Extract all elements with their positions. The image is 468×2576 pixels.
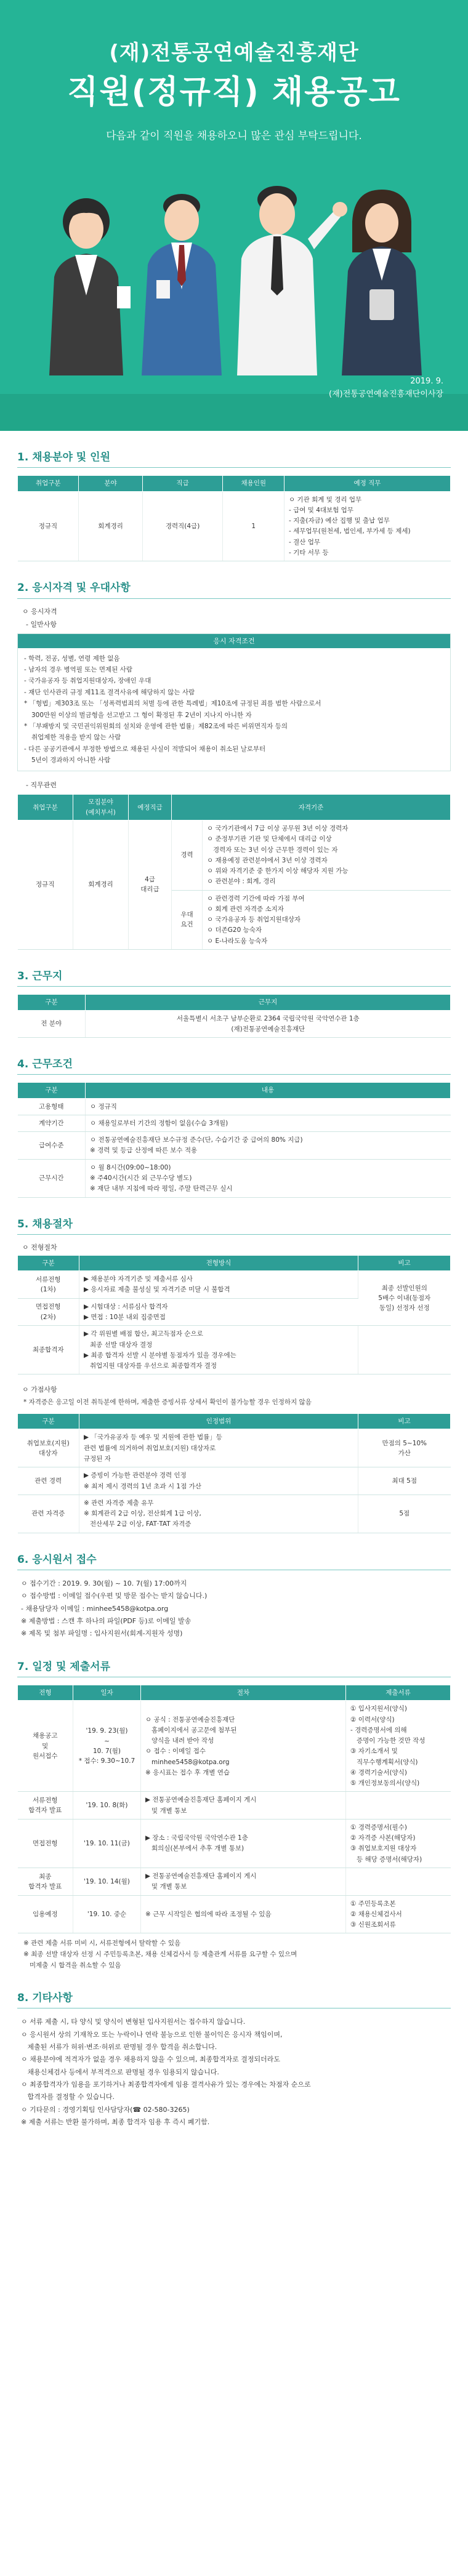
document-line: ③ 자기소개서 및 [350,1747,398,1755]
section-conditions [17,1056,451,1197]
cell-stage: 서류전형 합격자 발표 [18,1792,73,1820]
qualification-box [17,633,451,772]
job-criteria-table [17,794,451,949]
duty-line: - 세무업무(원천세, 법인세, 부가세 등 제세) [289,528,411,536]
address-line: 서울특별시 서초구 남부순환로 2364 국립국악원 국악연수관 1층 [176,1014,360,1022]
misc-line: ㅇ 서류 제출 시, 타 양식 및 양식이 변형된 입사지원서는 접수하지 않습니다. [21,2018,246,2026]
value-line: ※ 재단 내부 지침에 따라 평일, 주말 탄력근무 실시 [90,1185,233,1193]
cell-documents [346,1819,451,1868]
cell-scope [79,1467,358,1495]
cell-count: 1 [223,491,284,561]
section-title: 3. 근무지 [17,968,451,987]
cell-type: 정규직 [18,491,79,561]
document-line: ② 채용신체검사서 [350,1910,402,1918]
document-line: 직무수행계획서(양식) [350,1758,418,1766]
cell-stage: 임용예정 [18,1895,73,1933]
document-line: ① 입사지원서(양식) [350,1705,407,1713]
scope-line: ※ 관련 자격증 제출 유무 [84,1499,154,1507]
cell-note: 최종 선발인원의 5배수 이내(동점자 동일) 선정자 선정 [358,1271,451,1326]
misc-line: 채용신체검사 등에서 부적격으로 판명될 경우 임용되지 않습니다. [21,2068,219,2076]
col-header: 인정범위 [79,1414,358,1429]
qualification-line: - 남자의 경우 병역필 또는 면제된 사람 [24,666,132,674]
col-header: 내용 [86,1083,451,1098]
section-workplace [17,968,451,1038]
cell-stage: 서류전형 (1차) [18,1271,79,1299]
box-body [18,648,450,771]
hero-banner [0,0,468,431]
scope-line: 전산세무 2급 이상, FAT·TAT 자격증 [84,1520,192,1528]
subheading: ㅇ 전형절차 [22,1243,57,1251]
method-line: ▶ 각 위원별 배점 합산, 최고득점자 순으로 [84,1330,203,1338]
person-man-1-icon [142,194,222,375]
cell-category: 취업보호(지원) 대상자 [18,1429,79,1467]
cell-process [141,1701,346,1792]
method-line: 최종 선발 대상자 결정 [84,1341,153,1349]
cell-stage: 면접전형 [18,1819,73,1868]
process-line: 홈페이지에서 공고문에 첨부된 [145,1726,237,1734]
value-line: ㅇ 정규직 [90,1102,117,1110]
cell-key: 계약기간 [18,1115,86,1131]
bonus-table [17,1413,451,1533]
misc-line: 제출된 서류가 허위·변조·허위로 판명될 경우 합격을 취소합니다. [21,2042,217,2051]
subheading: - 직무관련 [26,781,57,790]
address-line: (재)전통공연예술진흥재단 [231,1025,305,1033]
section-qualifications [17,580,451,950]
announcement-date: 2019. 9. [410,377,443,386]
intro-text: 다음과 같이 직원을 채용하오니 많은 관심 부탁드립니다. [106,130,362,142]
misc-line: ※ 제출 서류는 반환 불가하며, 최종 합격자 임용 후 즉시 폐기함. [21,2117,210,2126]
announcement-signer: (재)전통공연예술진흥재단이사장 [329,389,443,399]
misc-line: 합격자를 결정할 수 있습니다. [21,2093,115,2101]
box-title: 응시 자격조건 [18,634,450,648]
duty-line: - 기타 서무 등 [289,548,329,556]
value-line: ※ 경력 및 등급 산정에 따른 보수 적용 [90,1147,198,1155]
col-header: 예정직급 [129,795,172,821]
document-line: ① 주민등록초본 [350,1900,396,1908]
cell-grade: 4급 대리급 [129,821,172,950]
document-line: 증명이 가능한 것만 작성 [350,1737,426,1745]
col-header: 취업구분 [18,795,73,821]
qualification-line: 5년이 경과하지 아니한 사람 [31,756,111,764]
cell-preferences [203,890,451,949]
col-header: 전형방식 [79,1255,358,1270]
col-header: 취업구분 [18,476,79,491]
bonus-note: * 자격증은 응고일 이전 취득분에 한하며, 제출한 증빙서류 상세서 확인이 불가능할 경우 인정하지 않음 [23,1398,312,1406]
section-application [17,1552,451,1640]
cell-scope [79,1495,358,1533]
process-line: ㅇ 접수 : 이메일 접수 [145,1747,206,1755]
preference-line: ㅇ 회계 관련 자격증 소지자 [207,905,284,913]
cell-documents-empty [346,1868,451,1896]
col-header: 구분 [18,1255,79,1270]
process-line: 양식을 내려 받아 작성 [145,1737,214,1745]
scope-line: ※ 최저 제시 경력의 1년 초과 시 1점 가산 [84,1482,201,1490]
cell-process [141,1819,346,1868]
col-header: 비고 [358,1414,451,1429]
cell-duties [284,491,451,561]
document-line: 등 해당 증명서(해당자) [350,1855,422,1863]
procedure-table [17,1255,451,1374]
info-line: ㅇ 접수방법 : 이메일 접수(우편 및 방문 접수는 받지 않습니다.) [21,1592,208,1600]
section-schedule [17,1659,451,1972]
preference-line: ㅇ 국가유공자 등 취업지원대상자 [207,916,301,924]
qualification-line: 취업제한 적용을 받지 않는 사람 [31,734,121,742]
cell-process [141,1792,346,1820]
criteria-line: ㅇ 관련분야 : 회계, 경리 [207,878,276,886]
process-line: minhee5458@kotpa.org [145,1758,230,1766]
misc-line: ㅇ 기타문의 : 경영기획팀 인사담당자(☎ 02-580-3265) [21,2105,190,2114]
col-header: 구분 [18,995,86,1010]
process-line: 및 개별 통보 [145,1883,187,1891]
conditions-table [17,1082,451,1197]
cell-value [86,1115,451,1131]
info-line: ※ 제목 및 첨부 파일명 : 입사지원서(회계-지원자 성명) [21,1629,183,1638]
cell-scope [79,1429,358,1467]
col-header: 전형 [18,1685,73,1701]
info-line: ※ 제출방법 : 스캔 후 하나의 파일(PDF 등)로 이메일 발송 [21,1616,192,1625]
note-line: 미제출 시 합격을 취소할 수 있음 [23,1962,121,1970]
cell-date: '19. 10. 8(화) [73,1792,141,1820]
cell-documents [346,1701,451,1792]
document-line: ① 경력증명서(필수) [350,1823,407,1831]
cell-type: 정규직 [18,821,73,950]
criteria-line: 경력자 또는 3년 이상 근무한 경력이 있는 자 [207,846,338,854]
scope-line: 규정된 자 [84,1455,111,1463]
section-title: 5. 채용절차 [17,1216,451,1235]
col-header: 분야 [79,476,142,491]
cell-category: 관련 경력 [18,1467,79,1495]
cell-key: 고용형태 [18,1098,86,1115]
section-title: 4. 근무조건 [17,1056,451,1075]
method-line: ▶ 면접 : 10분 내외 집중면접 [84,1314,166,1321]
criteria-line: ㅇ 준정부기관 기관 및 단체에서 대리급 이상 [207,835,332,843]
preference-line: ㅇ 더존G20 능숙자 [207,926,262,934]
process-line: ㅇ 공식 : 전통공연예술진흥재단 [145,1715,235,1723]
process-line: ※ 근무 시작일은 협의에 따라 조정될 수 있음 [145,1910,272,1918]
person-woman-1-icon [49,198,131,375]
section-recruitment-field [17,449,451,561]
col-header: 근무지 [86,995,451,1010]
document-line: ③ 취업보호지원 대상자 [350,1845,417,1853]
col-header: 절차 [141,1685,346,1701]
misc-line: ㅇ 최종합격자가 임용을 포기하거나 최종합격자에게 임용 결격사유가 있는 경우에는 차점자 순으로 [21,2080,311,2088]
document-line: - 경력증명서에 의해 [350,1726,407,1734]
cell-stage: 최종합격자 [18,1326,79,1374]
note-line: ※ 최종 선발 대상자 선정 시 주민등록초본, 채용 신체검사서 등 제출관계 서류를 요구할 수 있으며 [23,1951,297,1959]
cell-date: '19. 10. 14(월) [73,1868,141,1896]
process-line: 회의실(본부에서 추후 개별 통보) [145,1845,244,1853]
col-header: 직급 [142,476,223,491]
qualification-line: 300만원 이상의 벌금형을 선고받고 그 형이 확정된 후 2년이 지나지 아니한 자 [31,711,252,719]
qualification-line: - 재단 인사관리 규정 제11조 결격사유에 해당하지 않는 사람 [24,688,195,696]
cell-date: '19. 10. 중순 [73,1895,141,1933]
scope-line: ▶ 증빙이 가능한 관련분야 경력 인정 [84,1472,187,1480]
duty-line: - 결산 업무 [289,538,321,546]
recruitment-table [17,475,451,561]
col-header: 채용인원 [223,476,284,491]
staff-illustration [25,172,443,375]
value-line: ※ 주40시간(시간 외 근무수당 별도) [90,1174,192,1182]
qualification-line: - 국가유공자 등 취업지원대상자, 장애인 우대 [24,677,151,685]
cell-method [79,1271,358,1299]
document-line: ③ 신원조회서류 [350,1921,396,1929]
col-header: 비고 [358,1255,451,1270]
cell-note: 만점의 5~10% 가산 [358,1429,451,1467]
cell-stage: 면접전형 (2차) [18,1298,79,1326]
document-line: ④ 경력기술서(양식) [350,1768,407,1776]
cell-date: '19. 9. 23(월) ~ 10. 7(월) * 접수: 9.30~10.7 [73,1701,141,1792]
qualification-line: * 「형법」제303조 또는 「성폭력범죄의 처벌 등에 관한 특례법」제10조에 규정된 죄를 범한 사람으로서 [24,700,321,708]
process-line: ▶ 전통공연예술진흥재단 홈페이지 게시 [145,1872,257,1880]
cell-method [79,1298,358,1326]
cell-process [141,1895,346,1933]
section-title: 2. 응시자격 및 우대사항 [17,580,451,598]
section-title: 8. 기타사항 [17,1990,451,2008]
scope-line: 관련 법률에 의거하여 취업보호(지원) 대상자로 [84,1444,216,1452]
person-woman-2-icon [342,190,422,375]
col-header: 구분 [18,1083,86,1098]
organization-name: (재)전통공연예술진흥재단 [109,41,359,65]
cell-criteria [203,821,451,891]
section-misc [17,1990,451,2153]
schedule-table [17,1685,451,1933]
schedule-notes [23,1938,451,1972]
method-line: ▶ 응시자료 제출 불성실 및 자격기준 미달 시 불합격 [84,1286,230,1294]
cell-process [141,1868,346,1896]
qualification-line: * 「부패방지 및 국민권익위원회의 설치와 운영에 관한 법률」제82조에 따른 비위면직자 등의 [24,722,288,730]
section-title: 6. 응시원서 접수 [17,1552,451,1570]
scope-line: ▶ 「국가유공자 등 예우 및 지원에 관한 법률」등 [84,1434,222,1442]
cell-note: 최대 5점 [358,1467,451,1495]
subheading: ㅇ 가점사항 [22,1386,57,1394]
section-procedure [17,1216,451,1533]
cell-date: '19. 10. 11(금) [73,1819,141,1868]
cell-category: 우대 요건 [172,890,203,949]
page-title: 직원(정규직) 채용공고 [67,74,401,111]
cell-note: 5점 [358,1495,451,1533]
process-line: 및 개별 통보 [145,1807,187,1815]
subheading: - 일반사항 [26,620,57,628]
duty-line: - 지출(자금) 예산 집행 및 출납 업무 [289,517,390,525]
cell-field: 회계경리 [73,821,129,950]
cell-address [86,1010,451,1038]
value-line: ㅇ 전통공연예술진흥재단 보수규정 준수(단, 수습기간 중 급여의 80% 지급) [90,1136,303,1144]
value-line: ㅇ 채용일로부터 기간의 정함이 없음(수습 3개월) [90,1119,228,1127]
process-line: ▶ 장소 : 국립국악원 국악연수관 1층 [145,1834,248,1842]
contact-email[interactable]: - 채용담당자 이메일 : minhee5458@kotpa.org [21,1604,169,1613]
cell-method [79,1326,358,1374]
method-line: ▶ 시험대상 : 서류심사 합격자 [84,1302,168,1310]
misc-line: ㅇ 채용분야에 적격자가 없을 경우 채용하지 않을 수 있으며, 최종합격자로 결정되더라도 [21,2055,280,2064]
qualification-line: - 다른 공공기관에서 부정한 방법으로 채용된 사실이 적발되어 채용이 취소된 날로부터 [24,745,266,753]
cell-scope: 전 분야 [18,1010,86,1038]
cell-value [86,1159,451,1197]
preference-line: ㅇ E-나라도움 능숙자 [207,937,268,945]
note-line: ※ 관련 제출 서류 미비 시, 서류전형에서 탈락할 수 있음 [23,1940,181,1948]
duty-line: - 급여 및 4대보험 업무 [289,506,353,514]
cell-category: 관련 자격증 [18,1495,79,1533]
cell-key: 근무시간 [18,1159,86,1197]
cell-stage: 최종 합격자 발표 [18,1868,73,1896]
value-line: ㅇ 월 8시간(09:00~18:00) [90,1163,171,1171]
process-line: ※ 응시표는 접수 후 개별 연습 [145,1768,230,1776]
preference-line: ㅇ 관련경력 기간에 따라 가점 부여 [207,894,305,902]
method-line: 취업지원 대상자를 우선으로 최종합격자 결정 [84,1362,217,1370]
cell-documents-empty [346,1792,451,1820]
cell-note-empty [358,1326,451,1374]
criteria-line: ㅇ 위와 자격기준 중 한가지 이상 해당자 지원 가능 [207,867,349,875]
misc-line: ㅇ 응시원서 상의 기재착오 또는 누락이나 연락 불능으로 인한 불이익은 응시자 책임이며, [21,2030,283,2039]
cell-value [86,1098,451,1115]
person-man-2-icon [237,186,347,375]
scope-line: ※ 회계관리 2급 이상, 전산회계 1급 이상, [84,1510,201,1518]
col-header: 제출서류 [346,1685,451,1701]
cell-documents [346,1895,451,1933]
document-line: ② 이력서(양식) [350,1715,395,1723]
method-line: ▶ 채용분야 자격기준 및 제출서류 심사 [84,1275,193,1283]
col-header: 구분 [18,1414,79,1429]
section-title: 7. 일정 및 제출서류 [17,1659,451,1677]
col-header: 자격기준 [172,795,451,821]
subheading: ㅇ 응시자격 [22,607,57,616]
criteria-line: ㅇ 국가기관에서 7급 이상 공무원 3년 이상 경력자 [207,825,349,833]
announcement-date-sign [329,375,443,401]
misc-info [21,2016,451,2129]
cell-key: 급여수준 [18,1132,86,1160]
cell-category: 경력 [172,821,203,891]
cell-stage: 채용공고 및 원서접수 [18,1701,73,1792]
col-header: 예정 직무 [284,476,451,491]
workplace-table [17,994,451,1038]
col-header: 모집분야 (예치부서) [73,795,129,821]
method-line: ▶ 최종 합격자 선발 시 분야별 동점자가 있을 경우에는 [84,1351,236,1359]
section-title: 1. 채용분야 및 인원 [17,449,451,468]
col-header: 일자 [73,1685,141,1701]
document-line: ⑤ 개인정보동의서(양식) [350,1780,420,1788]
qualification-line: - 학력, 전공, 성별, 연령 제한 없음 [24,654,120,662]
info-line: ㅇ 접수기간 : 2019. 9. 30(월) ~ 10. 7(월) 17:00까지 [21,1579,187,1587]
criteria-line: ㅇ 재용예정 관련분야에서 3년 이상 경력자 [207,856,328,864]
document-line: ② 자격증 사본(해당자) [350,1834,416,1842]
cell-field: 회계경리 [79,491,142,561]
cell-value [86,1132,451,1160]
cell-grade: 경력직(4급) [142,491,223,561]
process-line: ▶ 전통공연예술진흥재단 홈페이지 게시 [145,1796,257,1804]
application-info [21,1578,451,1640]
duty-line: ㅇ 기관 회계 및 경리 업무 [289,496,362,504]
